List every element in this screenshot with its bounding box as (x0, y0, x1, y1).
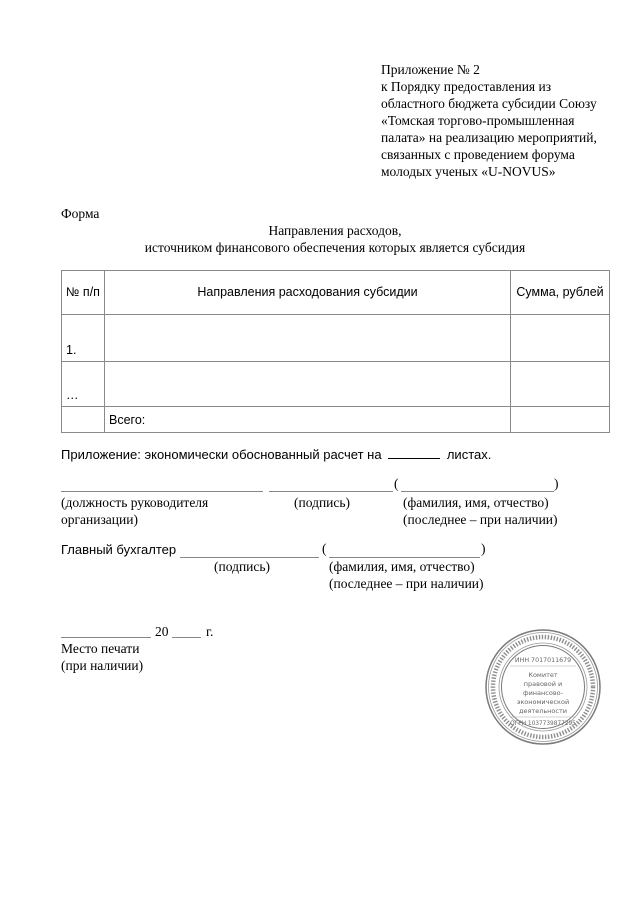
table-row (62, 315, 610, 362)
appendix-line: к Порядку предоставления из (381, 79, 552, 94)
appendix-line: палата» на реализацию мероприятий, (381, 130, 597, 145)
head-position-label-2: организации) (61, 512, 138, 527)
head-signature-label: (подпись) (294, 495, 351, 510)
attachment-suffix: листах. (446, 447, 492, 462)
appendix-line: «Томская торгово-промышленная (381, 113, 575, 128)
attachment-prefix: Приложение: экономически обоснованный расчет на (61, 447, 382, 462)
total-num-cell (62, 407, 105, 433)
signature-blank[interactable] (269, 477, 393, 492)
seal-label-2: (при наличии) (61, 658, 144, 673)
appendix-line: Приложение № 2 (381, 62, 480, 77)
name-blank[interactable] (401, 477, 554, 492)
title-line-1: Направления расходов, (268, 223, 402, 238)
name-open-paren: ( (394, 476, 399, 491)
date-year-suffix: г. (206, 624, 214, 639)
chief-open-paren: ( (322, 541, 327, 556)
total-label: Всего: (105, 407, 511, 433)
head-name-label-1: (фамилия, имя, отчество) (403, 495, 549, 510)
chief-signature-blank[interactable] (180, 543, 319, 558)
document-title (60, 222, 610, 256)
attachment-note (61, 446, 491, 462)
appendix-header (381, 61, 597, 180)
appendix-line: молодых ученых «U-NOVUS» (381, 164, 556, 179)
header-direction: Направления расходования субсидии (105, 271, 511, 315)
sheets-count-blank[interactable] (388, 446, 440, 459)
appendix-line: областного бюджета субсидии Союзу (381, 96, 597, 111)
seal-label-1: Место печати (61, 641, 140, 656)
official-stamp (484, 628, 602, 746)
header-sum: Сумма, рублей (511, 271, 610, 315)
table-header-row (62, 271, 610, 315)
expenses-table (61, 270, 610, 433)
total-sum-cell[interactable] (511, 407, 610, 433)
date-blank[interactable] (61, 623, 151, 638)
title-line-2: источником финансового обеспечения которых является субсидия (144, 240, 526, 255)
form-label: Форма (61, 206, 100, 221)
row-num: 1. (62, 315, 105, 362)
name-close-paren: ) (554, 476, 559, 491)
chief-name-label-2: (последнее – при наличии) (329, 576, 484, 591)
position-blank[interactable] (61, 477, 263, 492)
chief-close-paren: ) (481, 541, 486, 556)
stamp-center-line: финансово- (523, 689, 563, 697)
row-direction-cell[interactable] (105, 315, 511, 362)
stamp-ogrn: ОГРН 1037739877295 (510, 721, 576, 727)
date-year-prefix: 20 (155, 624, 169, 639)
table-row (62, 362, 610, 407)
table-total-row (62, 407, 610, 433)
stamp-center-line: деятельности (519, 707, 567, 715)
head-name-label-2: (последнее – при наличии) (403, 512, 558, 527)
chief-name-label-1: (фамилия, имя, отчество) (329, 559, 475, 574)
head-position-label-1: (должность руководителя (61, 495, 209, 510)
chief-accountant-label: Главный бухгалтер (61, 542, 177, 557)
chief-signature-label: (подпись) (214, 559, 271, 574)
chief-name-blank[interactable] (329, 543, 480, 558)
row-direction-cell[interactable] (105, 362, 511, 407)
header-num: № п/п (62, 271, 105, 315)
year-blank[interactable] (172, 623, 201, 638)
stamp-center-line: экономической (516, 698, 570, 706)
appendix-line: связанных с проведением форума (381, 147, 575, 162)
row-sum-cell[interactable] (511, 315, 610, 362)
row-num: … (62, 362, 105, 407)
stamp-center-line: правовой и (523, 680, 563, 688)
row-sum-cell[interactable] (511, 362, 610, 407)
stamp-inn: ИНН 7017011679 (514, 657, 572, 664)
stamp-center-line: Комитет (528, 671, 558, 679)
